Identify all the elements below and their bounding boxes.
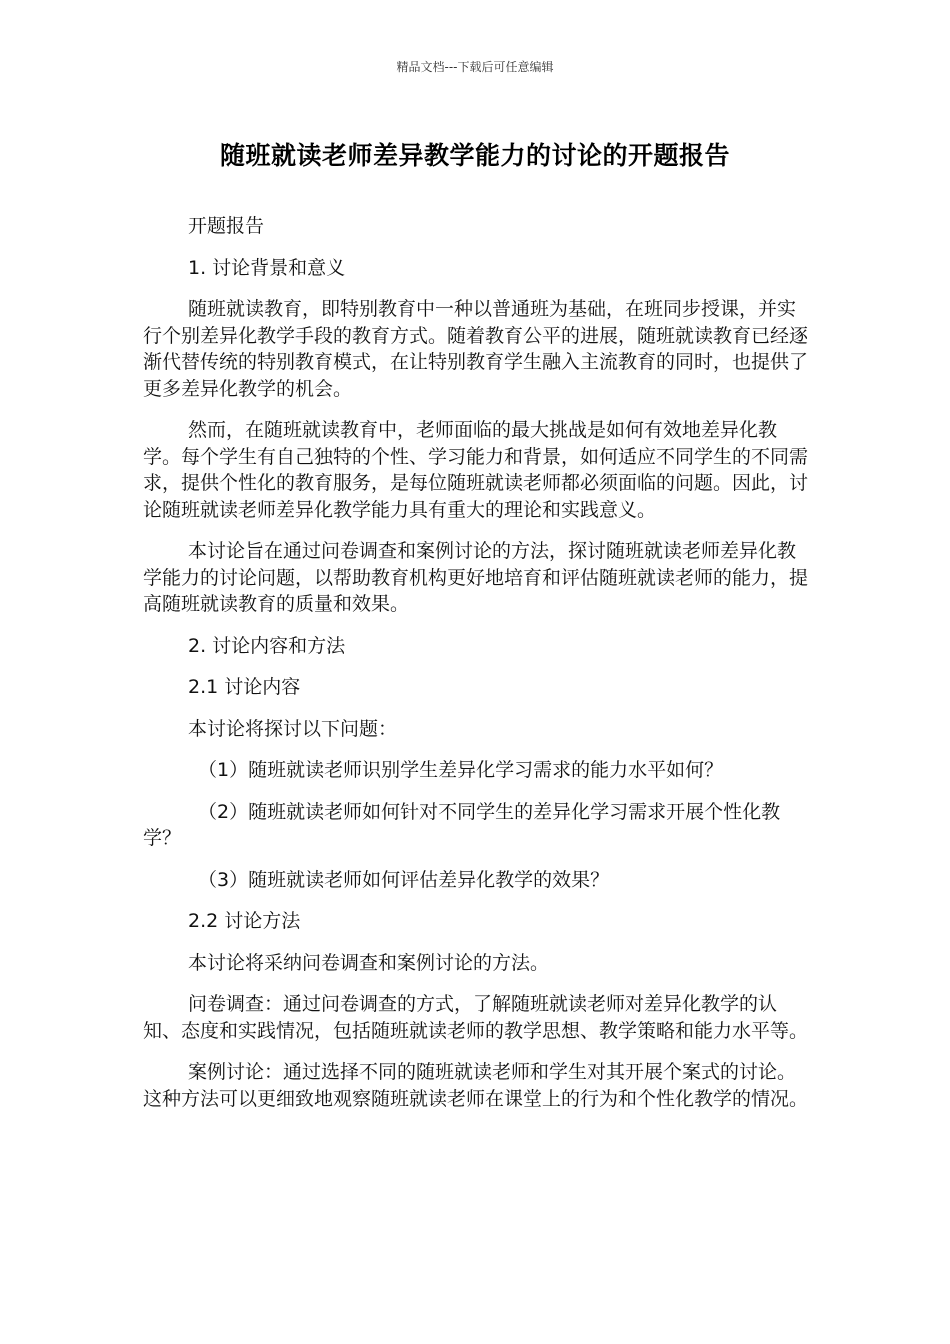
paragraph-questions-intro: 本讨论将探讨以下问题： [188, 717, 398, 740]
document-title: 随班就读老师差异教学能力的讨论的开题报告 [219, 141, 730, 170]
subsection-heading-2-2: 2.2 讨论方法 [188, 910, 301, 932]
paragraph-purpose: 本讨论旨在通过问卷调查和案例讨论的方法，探讨随班就读老师差异化教学能力的讨论问题，以帮助教育机构更好地培育和评估随班就读老师的能力，提高随班就读教育的质量和效果。 [143, 540, 809, 615]
paragraph-methods-intro: 本讨论将采纳问卷调查和案例讨论的方法。 [188, 951, 550, 974]
question-item-1: （1）随班就读老师识别学生差异化学习需求的能力水平如何？ [198, 759, 724, 781]
paragraph-case-study: 案例讨论：通过选择不同的随班就读老师和学生对其开展个案式的讨论。这种方法可以更细致地观察随班就读老师在课堂上的行为和个性化教学的情况。 [143, 1061, 809, 1110]
document-body [143, 213, 808, 1127]
paragraph-survey: 问卷调查：通过问卷调查的方式，了解随班就读老师对差异化教学的认知、态度和实践情况，包括随班就读老师的教学思想、教学策略和能力水平等。 [143, 993, 809, 1042]
page-header: 精品文档---下载后可任意编辑 [396, 60, 554, 74]
paragraph-challenge: 然而，在随班就读教育中，老师面临的最大挑战是如何有效地差异化教学。每个学生有自己独特的个性、学习能力和背景，如何适应不同学生的不同需求，提供个性化的教育服务，是每位随班就读老师都必须面临的问题。因此，讨论随班就读老师差异化教学能力具有重大的理论和实践意义。 [143, 419, 809, 521]
section-heading-2: 2. 讨论内容和方法 [188, 634, 346, 657]
question-item-2: （2）随班就读老师如何针对不同学生的差异化学习需求开展个性化教学？ [143, 800, 781, 849]
section-heading-1: 1. 讨论背景和意义 [188, 256, 346, 279]
paragraph-background: 随班就读教育，即特别教育中一种以普通班为基础，在班同步授课，并实行个别差异化教学手段的教育方式。随着教育公平的进展，随班就读教育已经逐渐代替传统的特别教育模式，在让特别教育学生融入主流教育的同时，也提供了更多差异化教学的机会。 [143, 298, 809, 400]
section-label: 开题报告 [188, 215, 265, 237]
question-item-3: （3）随班就读老师如何评估差异化教学的效果？ [198, 868, 610, 891]
subsection-heading-2-1: 2.1 讨论内容 [188, 676, 301, 698]
